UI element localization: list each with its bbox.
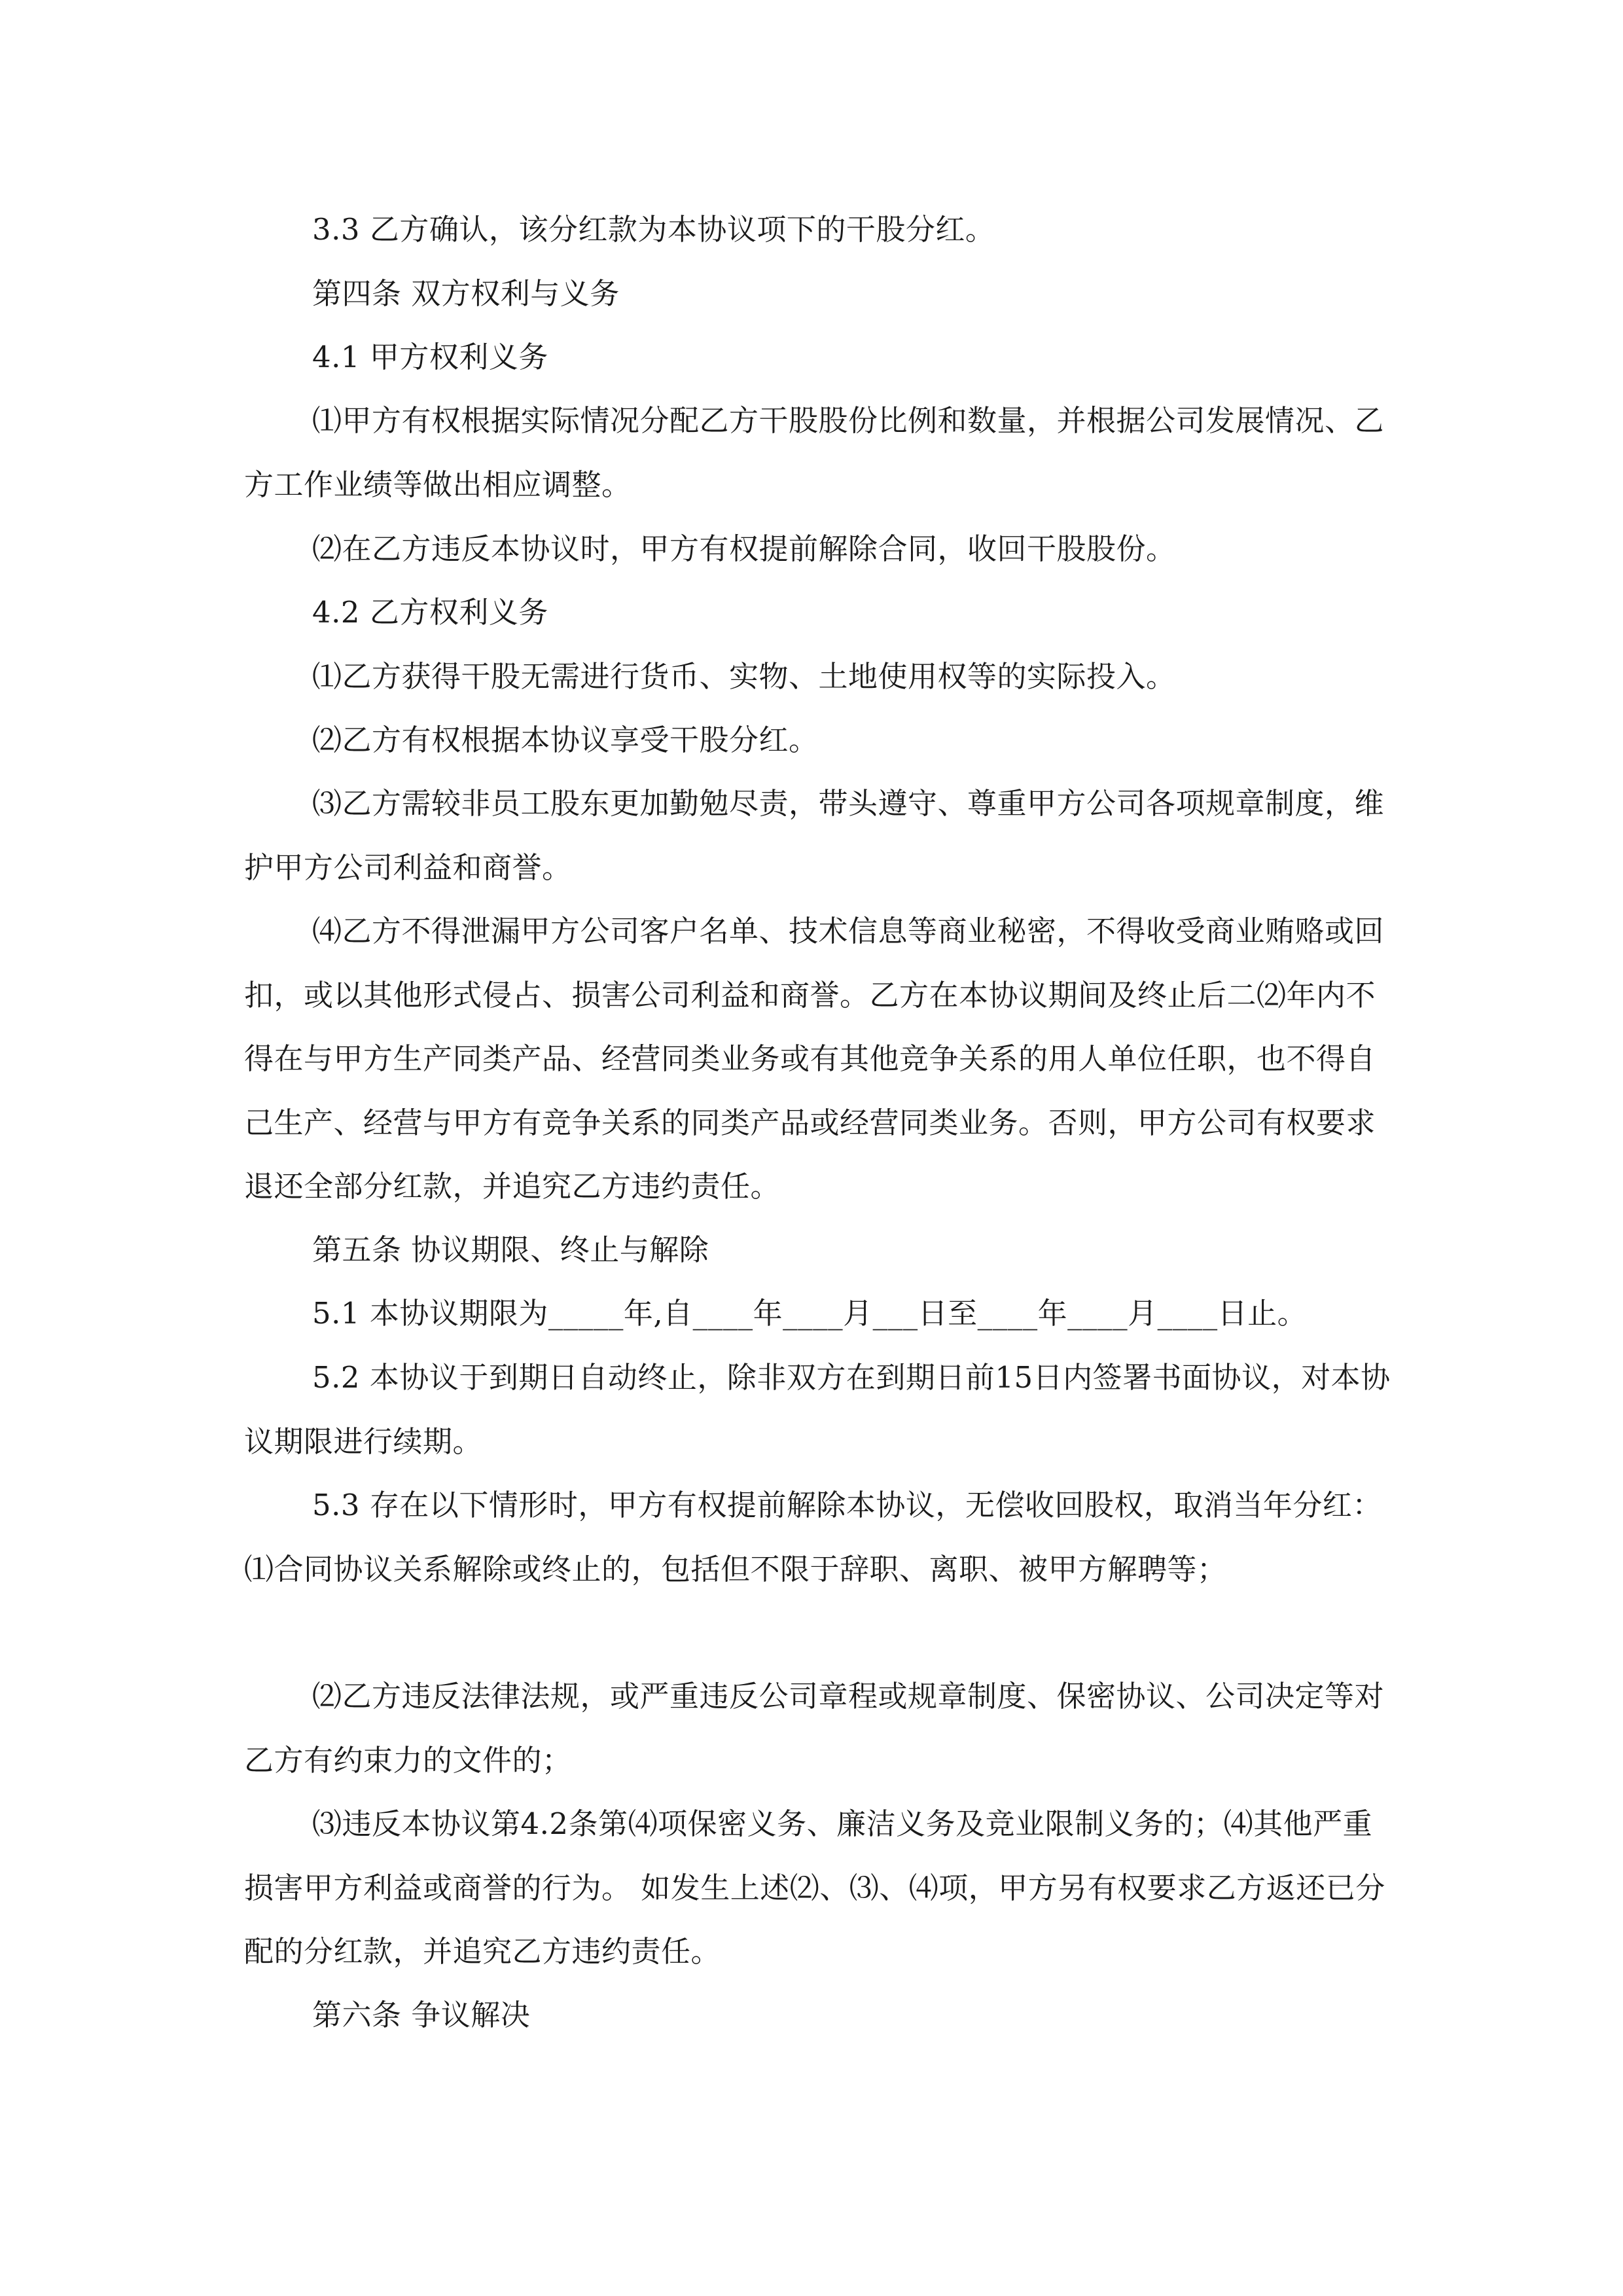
clause-4-2-item-1: ⑴乙方获得干股无需进行货币、实物、土地使用权等的实际投入。: [312, 659, 1176, 694]
clause-3-3: 3.3 乙方确认，该分红款为本协议项下的干股分红。: [312, 212, 995, 247]
clause-4-1-heading: 4.1 甲方权利义务: [312, 340, 548, 374]
clause-4-2-item-3: ⑶乙方需较非员工股东更加勤勉尽责，带头遵守、尊重甲方公司各项规章制度，维护甲方公司利益和商誉。: [244, 786, 1385, 885]
clause-5-2: 5.2 本协议于到期日自动终止，除非双方在到期日前15日内签署书面协议，对本协议期限进行续期。: [244, 1360, 1391, 1459]
article-6-heading: 第六条 争议解决: [312, 1998, 531, 2032]
article-5-heading: 第五条 协议期限、终止与解除: [312, 1232, 709, 1267]
clause-4-1-item-1: ⑴甲方有权根据实际情况分配乙方干股股份比例和数量，并根据公司发展情况、乙方工作业绩等做出相应调整。: [244, 403, 1385, 502]
clause-5-1: 5.1 本协议期限为_____年,自____年____月___日至____年____月____日止。: [312, 1296, 1308, 1331]
clause-4-1-item-2: ⑵在乙方违反本协议时，甲方有权提前解除合同，收回干股股份。: [312, 531, 1176, 566]
clause-5-3: 5.3 存在以下情形时，甲方有权提前解除本协议，无偿收回股权，取消当年分红：⑴合同协议关系解除或终止的，包括但不限于辞职、离职、被甲方解聘等；: [244, 1488, 1382, 1587]
clause-4-2-heading: 4.2 乙方权利义务: [312, 595, 548, 630]
article-4-heading: 第四条 双方权利与义务: [312, 276, 620, 311]
clause-5-3-item-3-4: ⑶违反本协议第4.2条第⑷项保密义务、廉洁义务及竞业限制义务的；⑷其他严重损害甲方利益或商誉的行为。 如发生上述⑵、⑶、⑷项，甲方另有权要求乙方返还已分配的分红款，并追究乙方违约责任。: [244, 1806, 1385, 1969]
clause-5-3-item-2: ⑵乙方违反法律法规，或严重违反公司章程或规章制度、保密协议、公司决定等对乙方有约束力的文件的；: [244, 1679, 1385, 1778]
clause-4-2-item-4: ⑷乙方不得泄漏甲方公司客户名单、技术信息等商业秘密，不得收受商业贿赂或回扣，或以其他形式侵占、损害公司利益和商誉。乙方在本协议期间及终止后二⑵年内不得在与甲方生产同类产品、经营同类业务或有其他竞争关系的用人单位任职，也不得自己生产、经营与甲方有竞争关系的同类产品或经营同类业务。否则，甲方公司有权要求退还全部分红款，并追究乙方违约责任。: [244, 914, 1385, 1204]
clause-4-2-item-2: ⑵乙方有权根据本协议享受干股分红。: [312, 723, 819, 757]
